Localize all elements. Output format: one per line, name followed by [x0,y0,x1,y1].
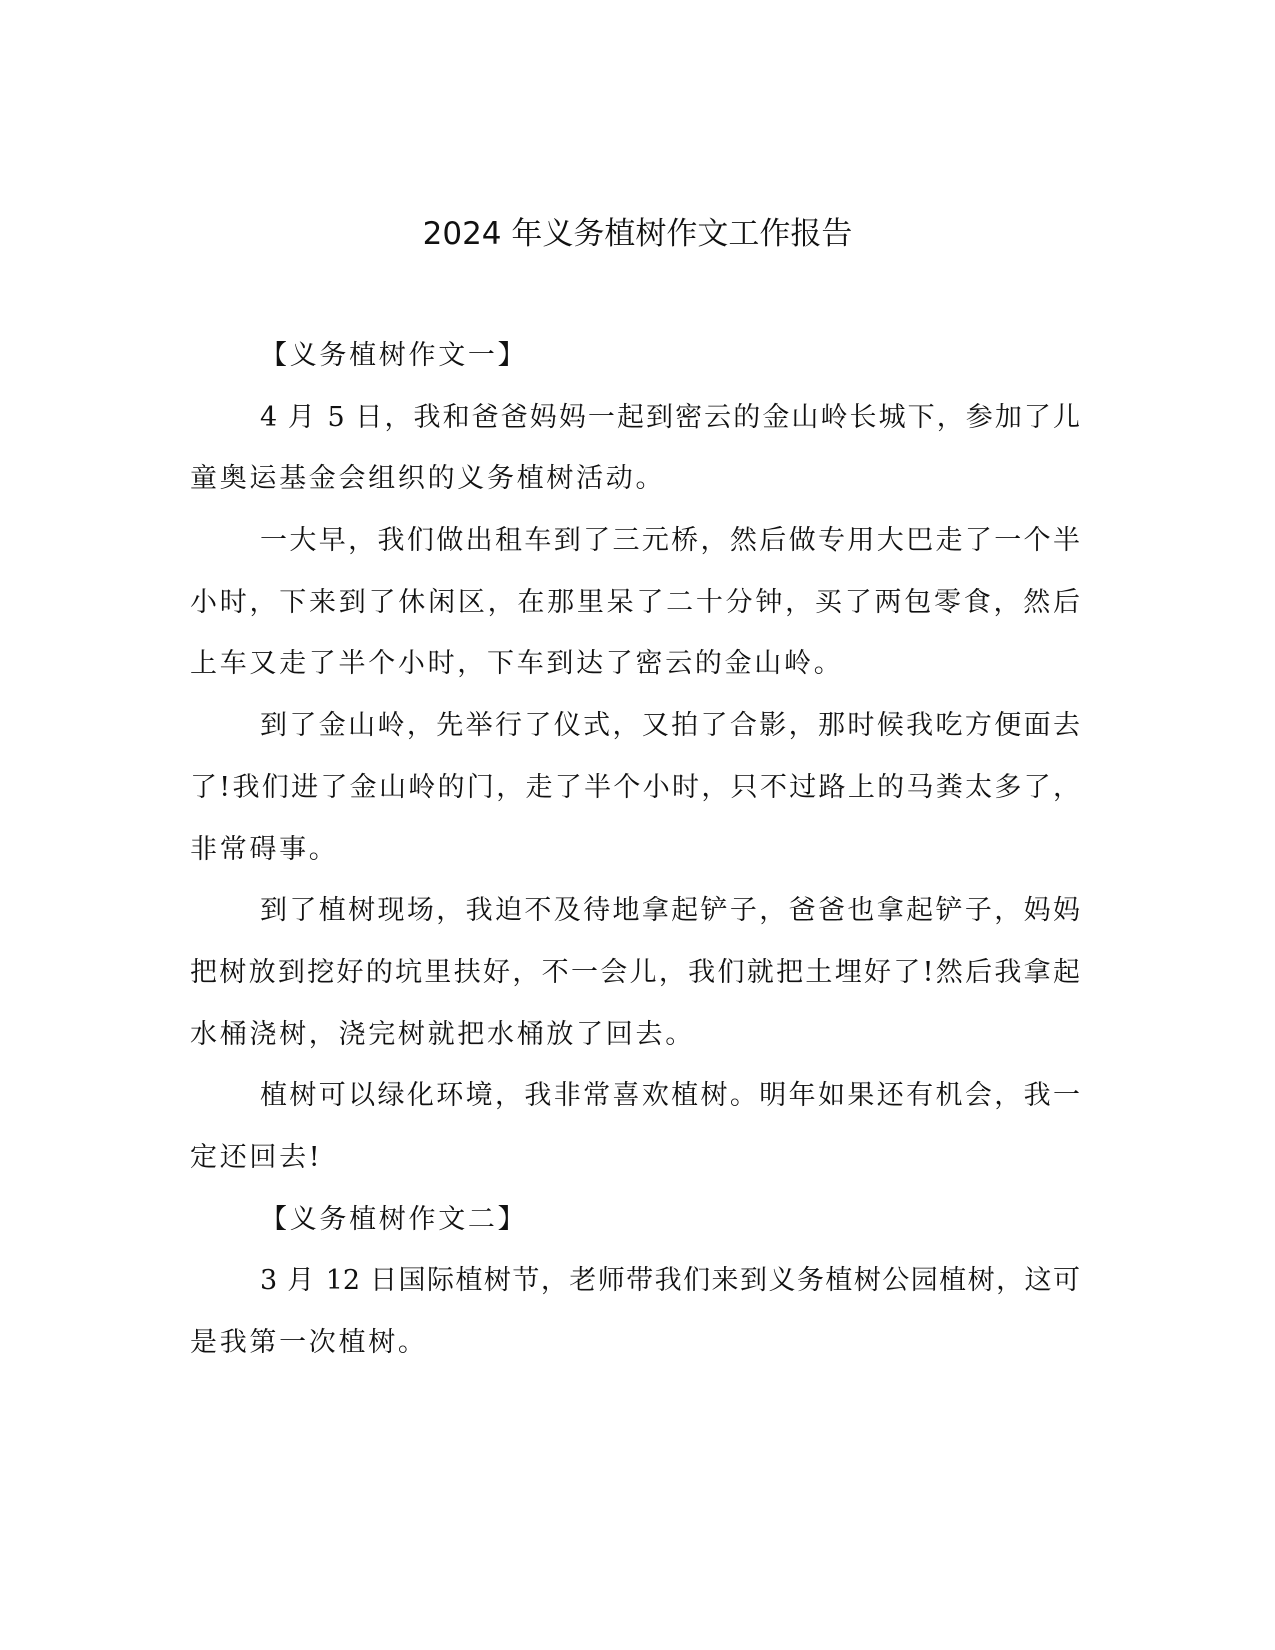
paragraph [190,695,1080,880]
text-line: 到了植树现场，我迫不及待地拿起铲子，爸爸也拿起铲子，妈妈 [260,895,1080,927]
text-line: 童奥运基金会组织的义务植树活动。 [190,463,666,495]
text-line: 植树可以绿化环境，我非常喜欢植树。明年如果还有机会，我一 [260,1080,1080,1112]
paragraph [190,1065,1080,1188]
paragraph [190,880,1080,1065]
text-line: 了!我们进了金山岭的门，走了半个小时，只不过路上的马粪太多了， [190,771,1080,803]
text-line: 上车又走了半个小时，下车到达了密云的金山岭。 [190,648,844,680]
text-line: 非常碍事。 [190,833,339,865]
text-line: 水桶浇树，浇完树就把水桶放了回去。 [190,1018,695,1050]
text-line: 3 月 12 日国际植树节，老师带我们来到义务植树公园植树，这可 [260,1265,1080,1297]
essay-two [190,1189,1080,1374]
text-line: 一大早，我们做出租车到了三元桥，然后做专用大巴走了一个半 [260,525,1080,557]
text-line: 把树放到挖好的坑里扶好，不一会儿，我们就把土埋好了!然后我拿起 [190,956,1080,988]
text-line: 定还回去! [190,1141,323,1173]
document-body [190,325,1080,1374]
essay-two-heading: 【义务植树作文二】 [260,1203,528,1235]
text-line: 是我第一次植树。 [190,1327,428,1358]
paragraph [190,387,1080,510]
text-line: 小时，下来到了休闲区，在那里呆了二十分钟，买了两包零食，然后 [190,586,1080,618]
text-line: 到了金山岭，先举行了仪式，又拍了合影，那时候我吃方便面去 [260,710,1080,742]
document-title: 2024 年义务植树作文工作报告 [422,216,853,252]
essay-one [190,325,1080,1189]
text-line: 4 月 5 日，我和爸爸妈妈一起到密云的金山岭长城下，参加了儿 [260,401,1080,433]
essay-one-heading: 【义务植树作文一】 [260,340,528,371]
paragraph [190,1250,1080,1373]
paragraph [190,510,1080,695]
